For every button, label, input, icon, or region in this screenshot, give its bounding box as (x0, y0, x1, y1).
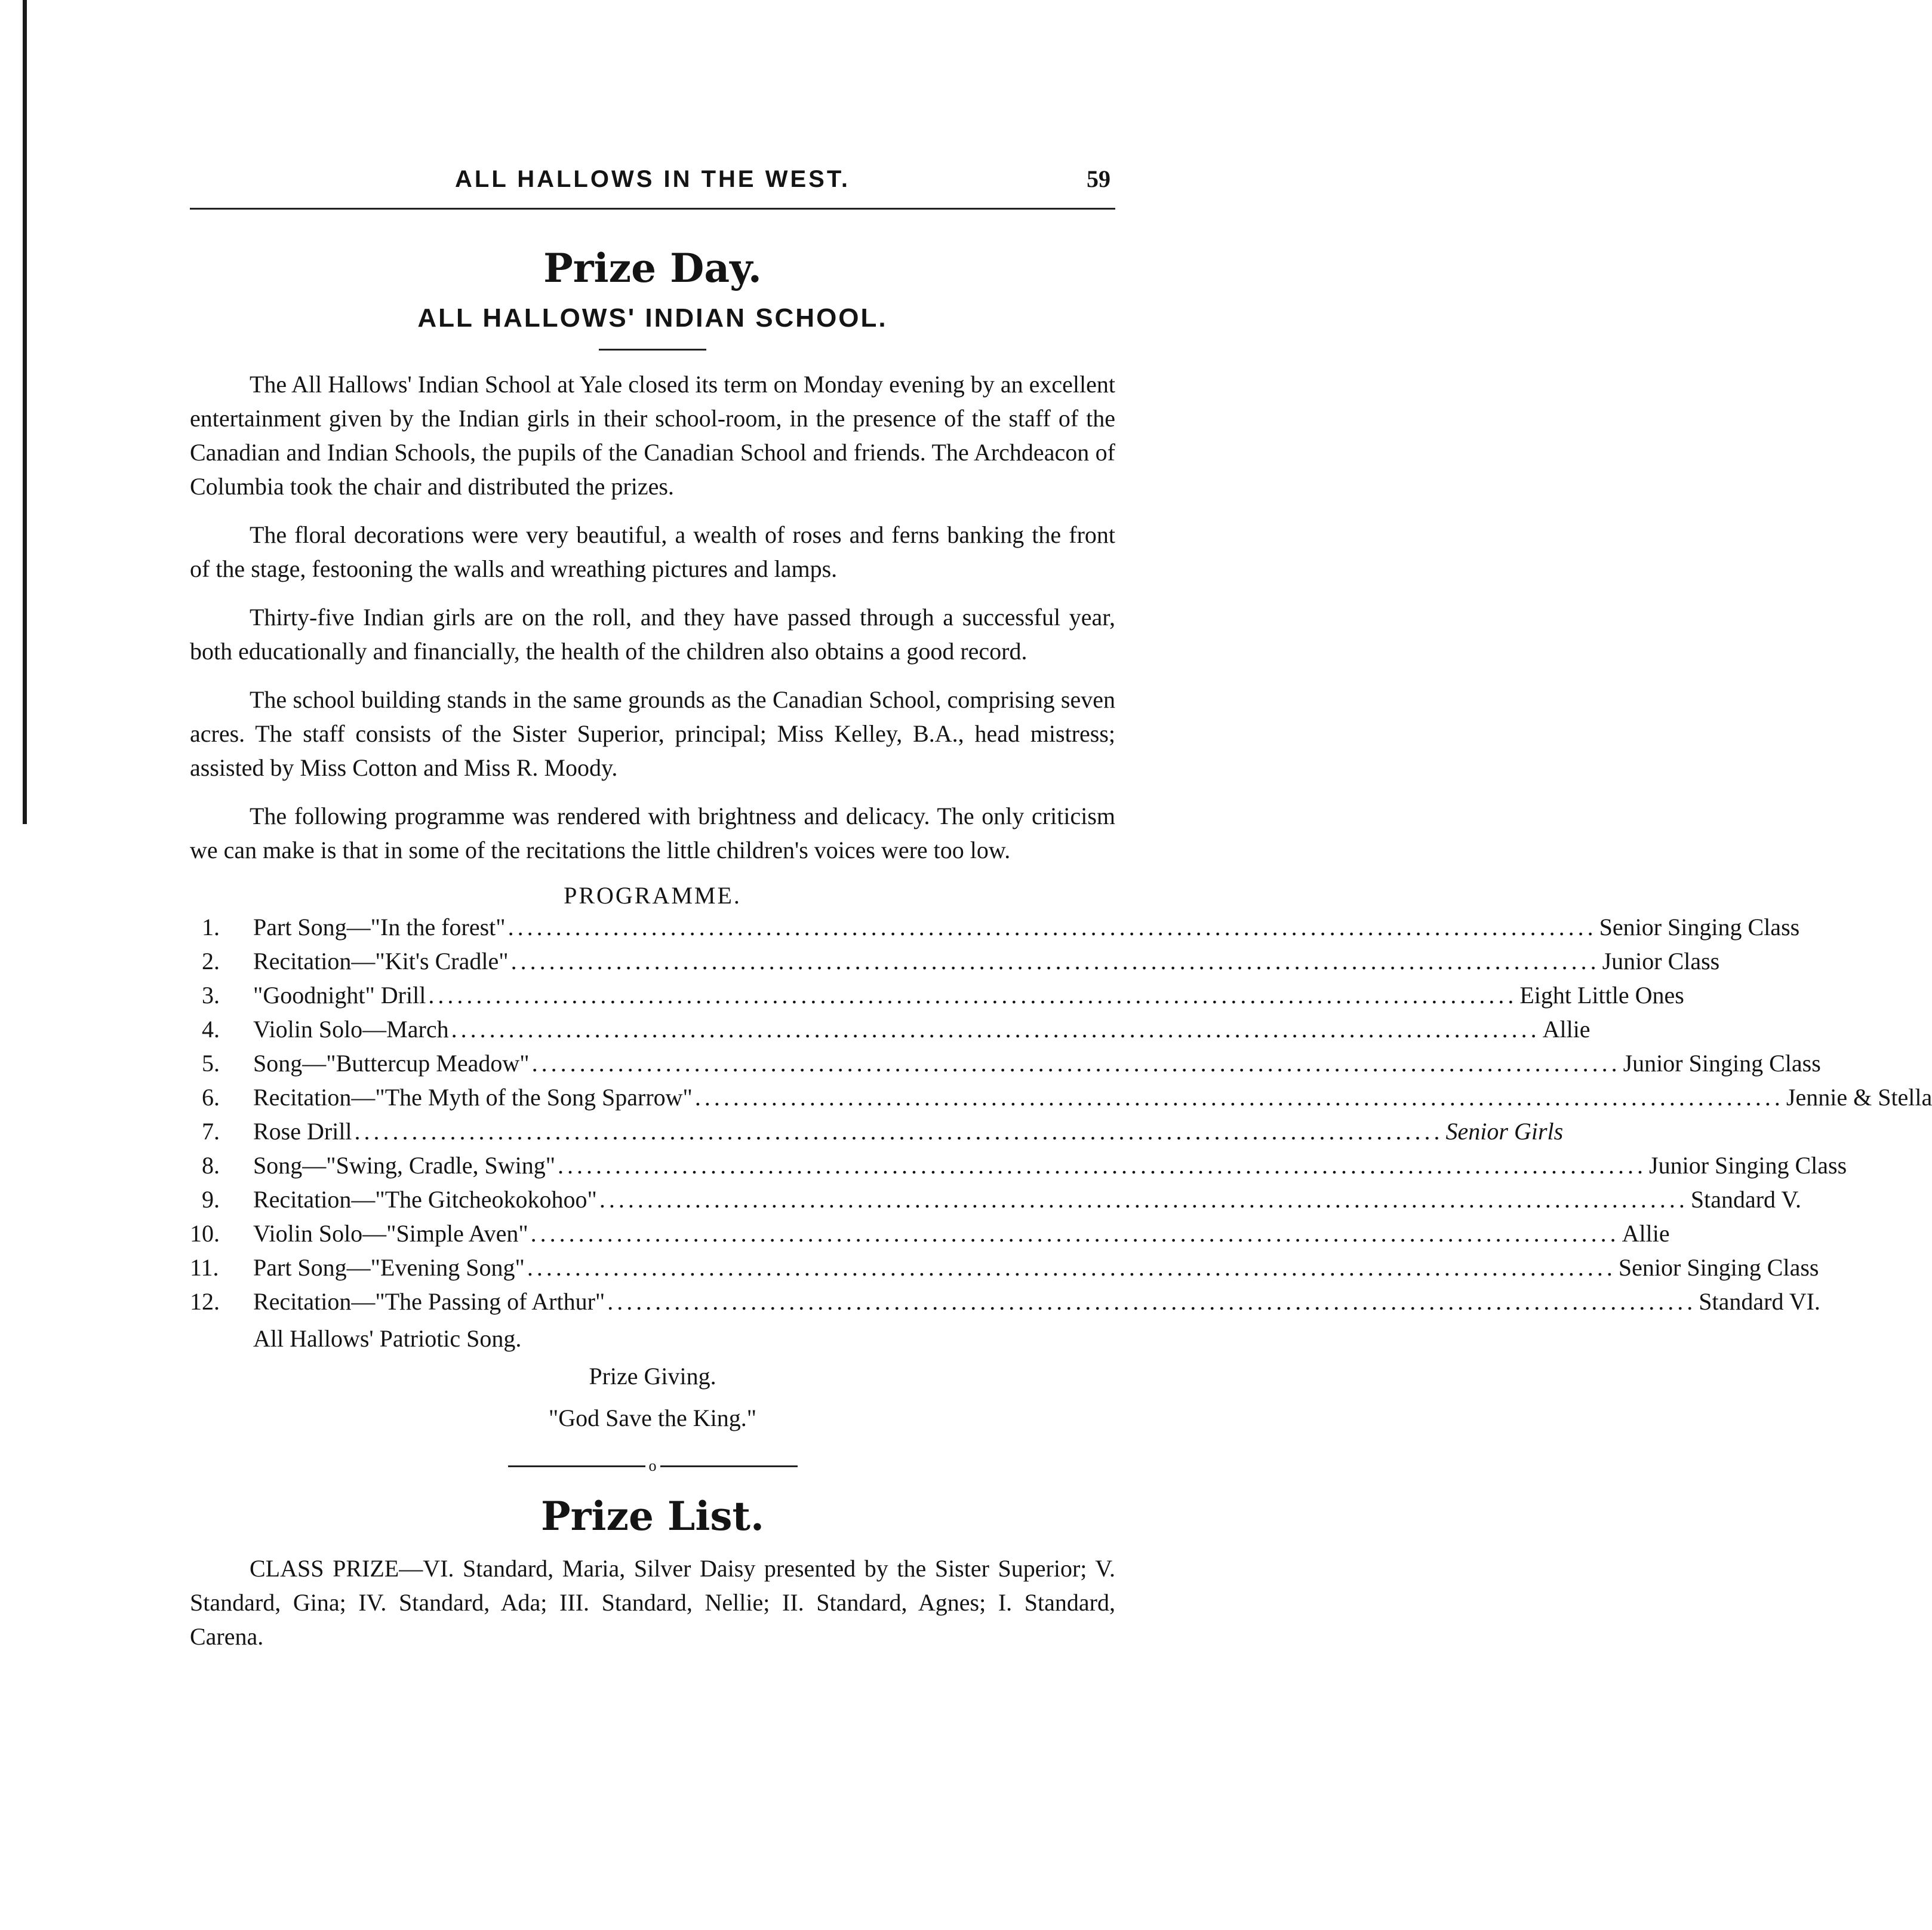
programme-item-performer: Junior Singing Class (1649, 1152, 1847, 1179)
prize-list-paragraph: CLASS PRIZE—VI. Standard, Maria, Silver Daisy presented by the Sister Superior; V. Standard, Gina; IV. Standard, Ada; III. Standard, Nellie; II. Standard, Agnes; I. Standard, Carena. (190, 1555, 1115, 1650)
programme-item-number: 6. (202, 1084, 220, 1111)
prize-giving-line: Prize Giving. (589, 1363, 716, 1390)
programme-heading: PROGRAMME. (564, 882, 742, 909)
programme-item-title: Song—"Swing, Cradle, Swing" (253, 1152, 556, 1179)
leader-dots: .................................................................................................................. (510, 948, 1600, 975)
leader-dots: .................................................................................................................. (599, 1186, 1688, 1213)
programme-item-number: 12. (190, 1288, 220, 1315)
page-number: 59 (1087, 165, 1110, 192)
programme-item-title: Rose Drill (253, 1118, 352, 1145)
programme-item-performer: Junior Singing Class (1623, 1050, 1821, 1077)
programme-item (190, 1049, 1821, 1083)
programme-item (190, 1253, 1819, 1287)
programme-item-number: 8. (202, 1152, 220, 1179)
programme-item-number: 10. (190, 1220, 220, 1247)
leader-dots: .................................................................................................................. (428, 982, 1518, 1009)
leader-dots: .................................................................................................................. (694, 1084, 1784, 1111)
programme-item-performer: Allie (1542, 1016, 1590, 1043)
programme-item-title: Recitation—"Kit's Cradle" (253, 948, 509, 975)
leader-dots: .................................................................................................................. (451, 1016, 1540, 1043)
programme-item (190, 1015, 1590, 1049)
leader-dots: .................................................................................................................. (607, 1288, 1697, 1315)
programme-item-number: 1. (202, 914, 220, 941)
divider-mark: o (648, 1457, 657, 1474)
programme-item-title: Recitation—"The Passing of Arthur" (253, 1288, 605, 1315)
programme-item-number: 3. (202, 982, 220, 1009)
programme-item-performer: Senior Girls (1445, 1118, 1564, 1145)
programme-item-number: 11. (190, 1254, 219, 1281)
prize-list-title: Prize List. (540, 1493, 765, 1539)
section-divider (190, 1457, 1115, 1475)
programme-item-performer: Senior Singing Class (1599, 914, 1800, 941)
programme-item-title: Violin Solo—"Simple Aven" (253, 1220, 528, 1247)
programme-item-number: 9. (202, 1186, 220, 1213)
leader-dots: .................................................................................................................. (527, 1254, 1616, 1281)
programme-item (190, 1287, 1820, 1322)
programme-item-performer: Standard V. (1690, 1186, 1802, 1213)
programme-item-title: Song—"Buttercup Meadow" (253, 1050, 530, 1077)
programme-item (190, 1151, 1847, 1185)
page (190, 143, 1932, 1668)
leader-dots: .................................................................................................................. (530, 1220, 1620, 1247)
programme-item (190, 1117, 1564, 1151)
programme-item-performer: Standard VI. (1699, 1288, 1820, 1315)
leader-dots: .................................................................................................................. (531, 1050, 1621, 1077)
subtitle-rule (599, 349, 706, 351)
programme-item (190, 913, 1800, 947)
programme-item-title: "Goodnight" Drill (253, 982, 426, 1009)
leader-dots: .................................................................................................................. (354, 1118, 1444, 1145)
programme-item (190, 1219, 1670, 1253)
programme-item-title: Part Song—"Evening Song" (253, 1254, 525, 1281)
anthem-line: "God Save the King." (548, 1405, 757, 1431)
programme-item (190, 1185, 1802, 1219)
section-title: Prize Day. (543, 245, 762, 291)
programme-item-number: 4. (202, 1016, 220, 1043)
programme-item (190, 981, 1684, 1015)
section-subtitle: ALL HALLOWS' INDIAN SCHOOL. (417, 303, 888, 333)
running-head-title: ALL HALLOWS IN THE WEST. (455, 166, 850, 192)
programme-item-number: 5. (202, 1050, 220, 1077)
programme-item-title: Recitation—"The Gitcheokokohoo" (253, 1186, 597, 1213)
programme-item-title: Violin Solo—March (253, 1016, 449, 1043)
programme-item-performer: Eight Little Ones (1519, 982, 1684, 1009)
programme-item-number: 2. (202, 948, 220, 975)
running-head (190, 143, 1115, 215)
page-edge-line (23, 0, 27, 824)
programme-item (190, 947, 1720, 981)
programme-item-performer: Junior Class (1602, 948, 1720, 975)
programme-list (190, 913, 1932, 1356)
programme-closing-song: All Hallows' Patriotic Song. (253, 1325, 522, 1352)
programme-item-number: 7. (202, 1118, 220, 1145)
leader-dots: .................................................................................................................. (507, 914, 1597, 941)
paragraph: The school building stands in the same grounds as the Canadian School, comprising seven acres. The staff consists of the Sister Superior, principal; Miss Kelley, B.A., head mistress; assisted by Miss Cotton and Miss R. Moody. (190, 686, 1115, 781)
programme-item-performer: Jennie & Stella (1786, 1084, 1932, 1111)
running-head-rule (190, 208, 1115, 210)
programme-item-performer: Senior Singing Class (1618, 1254, 1819, 1281)
divider-bar-left (508, 1465, 645, 1467)
paragraph: Thirty-five Indian girls are on the roll, and they have passed through a successful year, both educationally and financially, the health of the children also obtains a good record. (190, 604, 1115, 665)
programme-item-title: Part Song—"In the forest" (253, 914, 506, 941)
paragraph: The following programme was rendered with brightness and delicacy. The only criticism we can make is that in some of the recitations the little children's voices were too low. (190, 803, 1115, 863)
leader-dots: .................................................................................................................. (558, 1152, 1647, 1179)
paragraph: The All Hallows' Indian School at Yale closed its term on Monday evening by an excellent entertainment given by the Indian girls in their school-room, in the presence of the staff of the Canadian and Indian Schools, the pupils of the Canadian School and friends. The Archdeacon of Columbia took the chair and distributed the prizes. (190, 371, 1115, 500)
paragraph: The floral decorations were very beautiful, a wealth of roses and ferns banking the front of the stage, festooning the walls and wreathing pictures and lamps. (190, 521, 1115, 582)
programme-item-performer: Allie (1622, 1220, 1670, 1247)
programme-item-title: Recitation—"The Myth of the Song Sparrow" (253, 1084, 693, 1111)
programme-item (190, 1083, 1932, 1117)
divider-bar-right (660, 1465, 798, 1467)
